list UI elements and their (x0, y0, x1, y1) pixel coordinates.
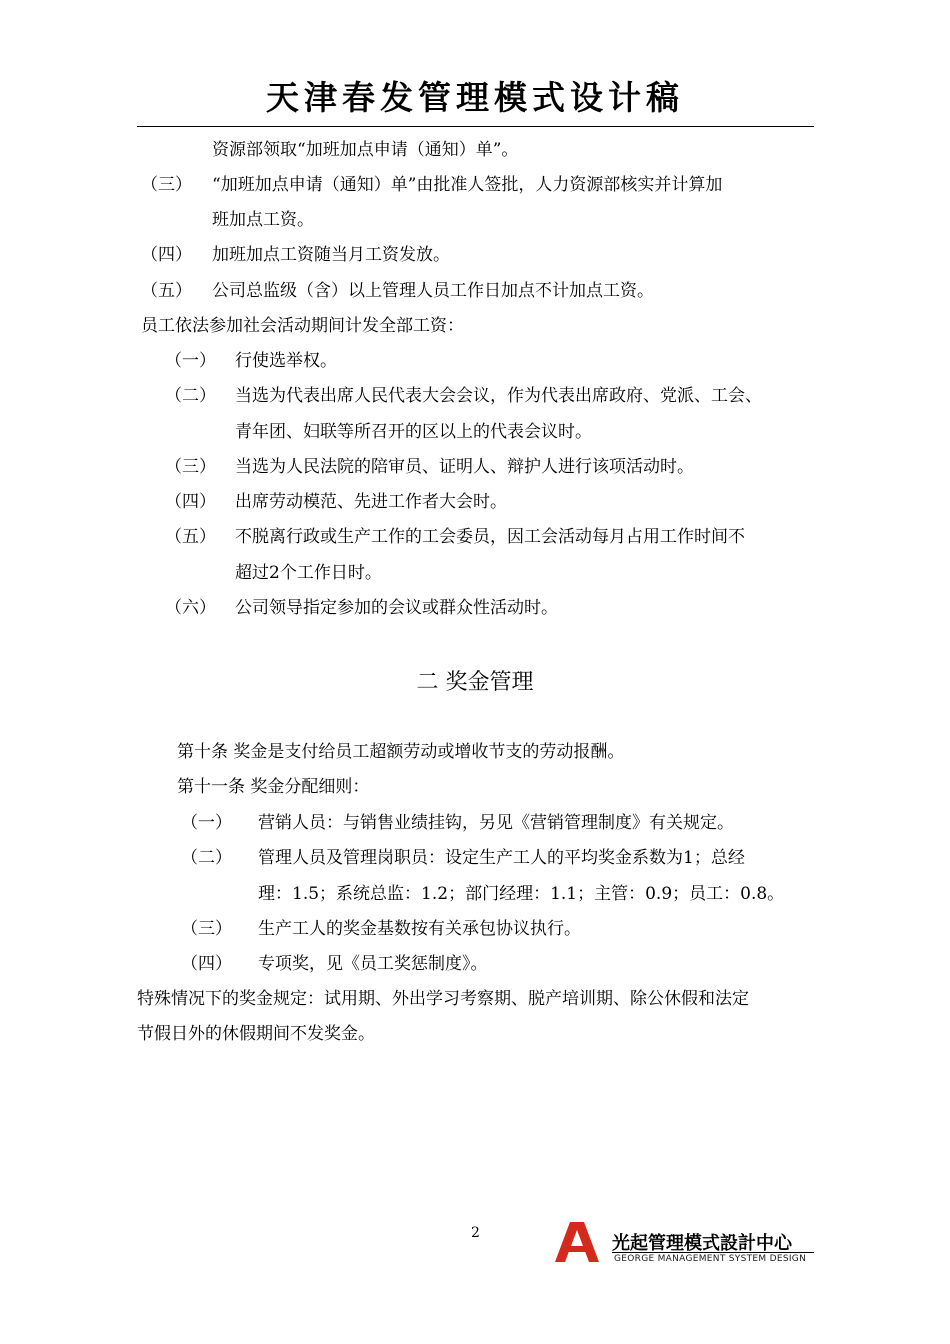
sub-item-text: 行使选举权。 (235, 351, 337, 371)
sub-item-text: 出席劳动模范、先进工作者大会时。 (235, 492, 507, 512)
sub-item-number: （一） (165, 351, 216, 371)
continuation-line: 资源部领取“加班加点申请（通知）单”。 (212, 140, 519, 160)
sub-item-number: （四） (165, 492, 216, 512)
bonus-item-text: 专项奖，见《员工奖惩制度》。 (258, 954, 488, 974)
article-11: 第十一条 奖金分配细则： (177, 777, 370, 797)
document-title: 天津春发管理模式设计稿 (266, 78, 684, 117)
sub-item-text: 当选为代表出席人民代表大会会议，作为代表出席政府、党派、工会、 (235, 386, 762, 406)
item-number: （四） (141, 245, 192, 265)
bonus-item-number: （一） (181, 813, 232, 833)
sub-item-number: （三） (165, 457, 216, 477)
sub-item-number: （五） (165, 527, 216, 547)
sub-item-text: 当选为人民法院的陪审员、证明人、辩护人进行该项活动时。 (235, 457, 694, 477)
item-text: 加班加点工资随当月工资发放。 (212, 245, 450, 265)
section-heading: 二 奖金管理 (416, 670, 534, 695)
item-text: 公司总监级（含）以上管理人员工作日加点不计加点工资。 (212, 281, 654, 301)
header-rule (137, 126, 814, 127)
sub-item-number: （二） (165, 386, 216, 406)
item-text-cont: 班加点工资。 (212, 210, 314, 230)
sub-item-text: 公司领导指定参加的会议或群众性活动时。 (235, 598, 558, 618)
logo-english-name: GEORGE MANAGEMENT SYSTEM DESIGN (614, 1254, 807, 1264)
item-text: “加班加点申请（通知）单”由批准人签批，人力资源部核实并计算加 (212, 175, 723, 195)
bonus-item-text-cont: 理：1.5；系统总监：1.2；部门经理：1.1；主管：0.9；员工：0.8。 (258, 884, 785, 904)
logo-mark-icon (555, 1222, 599, 1262)
special-rule: 特殊情况下的奖金规定：试用期、外出学习考察期、脱产培训期、除公休假和法定 (137, 989, 749, 1009)
sub-item-text: 不脱离行政或生产工作的工会委员，因工会活动每月占用工作时间不 (235, 527, 745, 547)
logo-chinese-name: 光起管理模式設計中心 (612, 1233, 792, 1254)
bonus-item-text: 生产工人的奖金基数按有关承包协议执行。 (258, 919, 581, 939)
page-number: 2 (471, 1225, 480, 1241)
bonus-item-number: （三） (181, 919, 232, 939)
bonus-item-number: （二） (181, 848, 232, 868)
bonus-item-text: 营销人员：与销售业绩挂钩，另见《营销管理制度》有关规定。 (258, 813, 734, 833)
lead-paragraph: 员工依法参加社会活动期间计发全部工资： (141, 316, 464, 336)
sub-item-text-cont: 青年团、妇联等所召开的区以上的代表会议时。 (235, 422, 592, 442)
sub-item-text-cont: 超过2个工作日时。 (235, 563, 382, 583)
special-rule-cont: 节假日外的休假期间不发奖金。 (137, 1024, 375, 1044)
item-number: （三） (141, 175, 192, 195)
bonus-item-text: 管理人员及管理岗职员：设定生产工人的平均奖金系数为1；总经 (258, 848, 745, 868)
item-number: （五） (141, 281, 192, 301)
article-10: 第十条 奖金是支付给员工超额劳动或增收节支的劳动报酬。 (177, 742, 625, 762)
sub-item-number: （六） (165, 598, 216, 618)
bonus-item-number: （四） (181, 954, 232, 974)
